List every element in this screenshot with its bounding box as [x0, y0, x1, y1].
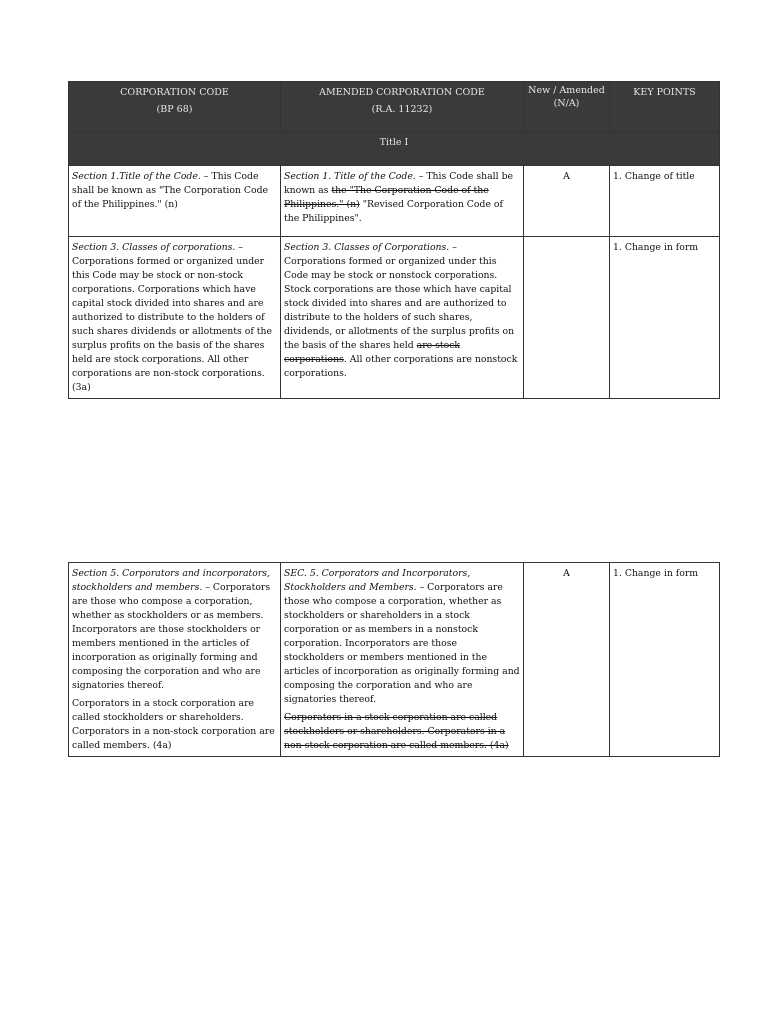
new-section-text: – Corporations formed or organized under this Code may be stock or nonstock corporations. Stock corporations are those which have capital stock divided into shares and are authorized to distribute to the holders of such shares, dividends, or allotments of the surplus profits on the basis of the shares held — [284, 242, 515, 351]
title-label: Title I — [69, 133, 720, 166]
header-col3-subtitle: (N/A) — [553, 98, 580, 109]
new-section-heading: Section 1. Title of the Code. — [284, 171, 416, 182]
header-col1-subtitle: (BP 68) — [156, 104, 193, 115]
new-section-text-cont: "Revised Corporation Code of the Philippines". — [284, 199, 503, 224]
old-section-paragraph-2: Corporators in a stock corporation are called stockholders or shareholders. Corporators in a non-stock corporation are called members. (4a) — [72, 698, 275, 751]
key-point-cell: 1. Change of title — [610, 166, 720, 237]
header-row — [69, 82, 720, 133]
new-section-text: – Corporators are those who compose a corporation, whether as stockholders or shareholders in a stock corporation or as members in a nonstock corporation. Incorporators are those stockholders or members mentioned in the articles of incorporation as originally forming and composing the corporation and who are signatories thereof. — [284, 582, 520, 705]
status-cell — [524, 237, 610, 399]
title-row — [69, 133, 720, 166]
old-provision-cell — [69, 166, 281, 237]
struck-text: are stock corporations — [284, 340, 461, 365]
old-section-text: – This Code shall be known as "The Corporation Code of the Philippines." (n) — [72, 171, 269, 210]
struck-text: Corporators in a stock corporation are called stockholders or shareholders. Corporators in a non-stock corporation are called members. (4a) — [284, 712, 509, 751]
new-section-text-cont: . All other corporations are nonstock corporations. — [284, 354, 518, 379]
header-col3-title: New / Amended — [528, 85, 605, 96]
header-corporation-code — [69, 82, 281, 133]
old-section-heading: Section 3. Classes of corporations. – — [72, 242, 243, 253]
table-row — [69, 563, 720, 757]
old-section-text: – Corporators are those who compose a corporation, whether as stockholders or as members. Incorporators are those stockholders or members mentioned in the articles of incorporation as originally forming and composing the corporation and who are signatories thereof. — [72, 582, 271, 691]
old-provision-cell — [69, 563, 281, 757]
new-section-text: – This Code shall be known as — [284, 171, 514, 196]
new-section-heading: Section 3. Classes of Corporations. — [284, 242, 450, 253]
comparison-table-2 — [68, 562, 720, 757]
header-col4-title: KEY POINTS — [633, 87, 696, 98]
status-cell: A — [524, 166, 610, 237]
table-row — [69, 166, 720, 237]
header-key-points — [610, 82, 720, 133]
header-col2-title: AMENDED CORPORATION CODE — [319, 87, 485, 98]
header-amended-code — [281, 82, 524, 133]
old-provision-cell — [69, 237, 281, 399]
status-cell: A — [524, 563, 610, 757]
header-new-amended — [524, 82, 610, 133]
struck-text: the "The Corporation Code of the Philippines." (n) — [284, 185, 489, 210]
old-section-heading: Section 1.Title of the Code. — [72, 171, 201, 182]
old-section-text: Corporations formed or organized under this Code may be stock or non-stock corporations. Corporations which have capital stock divided into shares and are authorized to distribute to the holders of such shares dividends or allotments of the surplus profits on the basis of the shares held are stock corporations. All other corporations are non-stock corporations. (3a) — [72, 256, 272, 393]
old-section-heading: Section 5. Corporators and incorporators, stockholders and members. — [72, 568, 271, 593]
new-provision-cell — [281, 563, 524, 757]
header-col1-title: CORPORATION CODE — [120, 87, 229, 98]
key-point-cell: 1. Change in form — [610, 237, 720, 399]
table-row — [69, 237, 720, 399]
new-provision-cell — [281, 166, 524, 237]
comparison-table-1 — [68, 81, 720, 399]
key-point-cell: 1. Change in form — [610, 563, 720, 757]
new-provision-cell — [281, 237, 524, 399]
header-col2-subtitle: (R.A. 11232) — [371, 104, 433, 115]
new-section-heading: SEC. 5. Corporators and Incorporators, Stockholders and Members. — [284, 568, 471, 593]
